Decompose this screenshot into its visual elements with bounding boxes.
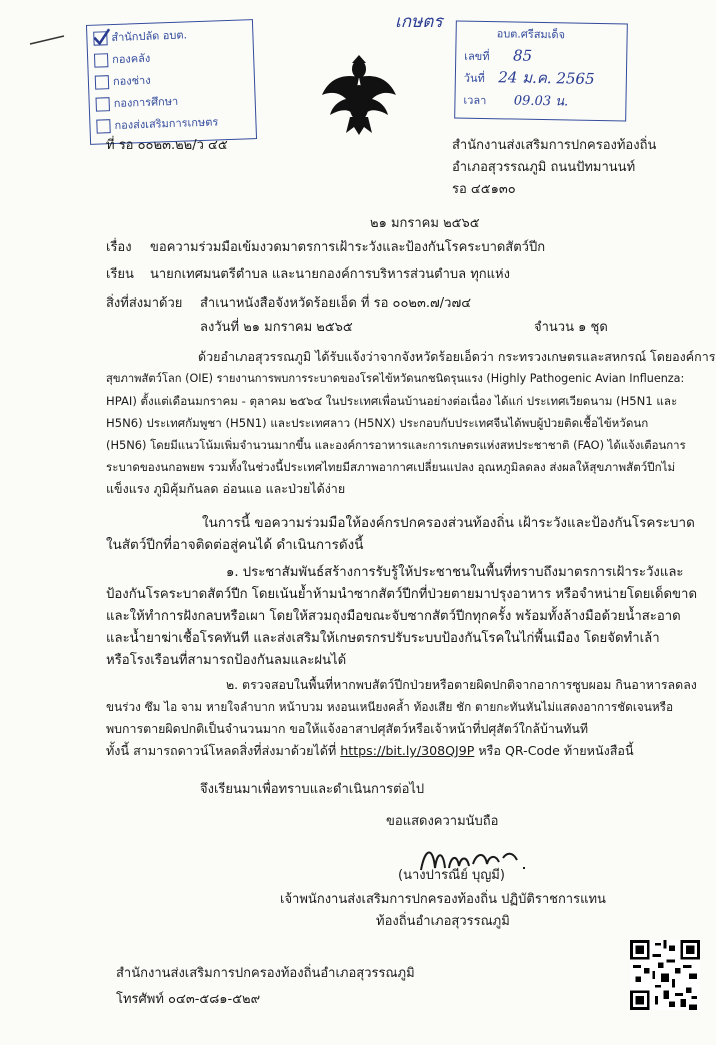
handwritten-note: เกษตร (395, 12, 443, 32)
body-paragraph-1 (106, 346, 715, 500)
subject-label: เรื่อง (106, 240, 132, 255)
paragraph-line: HPAI) ตั้งแต่เดือนมกราคม - ตุลาคม ๒๕๖๔ ในประเทศเพื่อนบ้านอย่างต่อเนื่อง ได้แก่ ประเทศเวียดนาม (H5N1 และ (106, 394, 678, 408)
garuda-emblem-icon (320, 55, 398, 137)
enclosure-line-1: สำเนาหนังสือจังหวัดร้อยเอ็ด ที่ รอ ๐๐๒๓.๗/ว๗๔ (200, 296, 472, 311)
paragraph-line: H5N6) ประเทศกัมพูชา (H5N1) และประเทศลาว (H5NX) ประกอบกับประเทศจีนได้พบผู้ป่วยติดเชื้อไข้หวัดนก (106, 416, 649, 430)
checkbox-icon (95, 75, 109, 89)
receipt-time-label: เวลา (463, 93, 487, 108)
closing-request: จึงเรียนมาเพื่อทราบและดำเนินการต่อไป (200, 782, 425, 797)
download-line (106, 740, 634, 762)
document-date: ๒๑ มกราคม ๒๕๖๕ (370, 216, 480, 231)
receipt-number-label: เลขที่ (464, 49, 490, 64)
paragraph-line: หรือโรงเรือนที่สามารถป้องกันลมและฝนได้ (106, 653, 347, 668)
to-label: เรียน (106, 267, 134, 282)
footer-phone: โทรศัพท์ ๐๔๓-๕๘๑-๕๒๙ (116, 992, 261, 1007)
paragraph-line: และให้ทำการฝังกลบหรือเผา โดยให้สวมถุงมือขณะจับซากสัตว์ปีกทุกครั้ง พร้อมทั้งล้างมือด้วยน้ำสะอาด (106, 609, 681, 624)
enclosure-line-2: ลงวันที่ ๒๑ มกราคม ๒๕๖๕ (200, 320, 353, 335)
sender-postcode: รอ ๔๕๑๓๐ (452, 182, 516, 197)
download-link[interactable]: https://bit.ly/308QJ9P (340, 743, 475, 758)
paragraph-line: (H5N6) โดยมีแนวโน้มเพิ่มจำนวนมากขึ้น และองค์การอาหารและการเกษตรแห่งสหประชาชาติ (FAO) ได้แจ้งเตือนการ (106, 438, 686, 452)
document-reference: ที่ รอ ๐๐๒๓.๒๒/ว ๔๕ (106, 138, 228, 153)
receipt-date: 24 ม.ค. 2565 (498, 68, 595, 88)
routing-stamp (86, 19, 257, 145)
receipt-stamp-title: อบต.ศรีสมเด็จ (496, 27, 566, 42)
receipt-number: 85 (512, 46, 533, 65)
to-text: นายกเทศมนตรีตำบล และนายกองค์การบริหารส่วนตำบล ทุกแห่ง (150, 267, 510, 282)
paragraph-line: ขนร่วง ซึม ไอ จาม หายใจลำบาก หน้าบวม หงอนเหนียงคล้ำ ท้องเสีย ชัก ตายกะทันหันไม่แสดงอาการชัดเจนหรือ (106, 700, 674, 714)
check-mark-icon (91, 27, 112, 48)
signer-title-line-2: ท้องถิ่นอำเภอสุวรรณภูมิ (376, 914, 510, 929)
paragraph-line: ด้วยอำเภอสุวรรณภูมิ ได้รับแจ้งว่าจากจังหวัดร้อยเอ็ดว่า กระทรวงเกษตรและสหกรณ์ โดยองค์การ (198, 349, 716, 364)
salutation: ขอแสดงความนับถือ (386, 814, 499, 829)
instruction-item-1 (106, 562, 697, 672)
checkbox-icon (94, 53, 108, 67)
enclosure-label: สิ่งที่ส่งมาด้วย (106, 296, 183, 311)
receipt-time: 09.03 น. (513, 93, 569, 110)
paragraph-line: สุขภาพสัตว์โลก (OIE) รายงานการพบการระบาดของโรคไข้หวัดนกชนิดรุนแรง (Highly Pathogenic Avian Influenza: (106, 372, 685, 385)
footer-office: สำนักงานส่งเสริมการปกครองท้องถิ่นอำเภอสุวรรณภูมิ (116, 966, 415, 981)
paragraph-line: ๒. ตรวจสอบในพื้นที่หากพบสัตว์ปีกป่วยหรือตายผิดปกติจากอาการซูบผอม กินอาหารลดลง (226, 677, 697, 692)
signer-title-line-1: เจ้าพนักงานส่งเสริมการปกครองท้องถิ่น ปฏิบัติราชการแทน (280, 892, 606, 907)
route-item: สำนักปลัด อบต. (111, 28, 188, 45)
paragraph-line: ป้องกันโรคระบาดสัตว์ปีก โดยเน้นย้ำห้ามนำซากสัตว์ปีกที่ป่วยตายมาปรุงอาหาร หรือจำหน่ายโดยเด็ดขาด (106, 587, 698, 602)
route-item: กองส่งเสริมการเกษตร (114, 115, 219, 133)
route-item: กองการศึกษา (113, 94, 179, 111)
receipt-stamp (454, 21, 628, 122)
paragraph-line: ระบาดของนกอพยพ รวมทั้งในช่วงนี้ประเทศไทยมีสภาพอากาศเปลี่ยนแปลง อุณหภูมิลดลง ส่งผลให้สุขภาพสัตว์ปีกไม่ (106, 460, 676, 474)
qr-code-icon[interactable] (630, 940, 700, 1010)
instruction-item-2 (106, 674, 697, 740)
route-item: กองคลัง (111, 51, 151, 67)
paragraph-line: พบการตายผิดปกติเป็นจำนวนมาก ขอให้แจ้งอาสาปศุสัตว์หรือเจ้าหน้าที่ปศุสัตว์ใกล้บ้านทันที (106, 721, 589, 736)
pen-mark-icon (28, 30, 68, 50)
body-paragraph-2 (106, 512, 695, 556)
paragraph-line: ๑. ประชาสัมพันธ์สร้างการรับรู้ให้ประชาชนในพื้นที่ทราบถึงมาตรการเฝ้าระวังและ (226, 565, 684, 580)
checkbox-icon (96, 119, 110, 133)
subject-text: ขอความร่วมมือเข้มงวดมาตรการเฝ้าระวังและป้องกันโรคระบาดสัตว์ปีก (150, 240, 546, 255)
sender-office: สำนักงานส่งเสริมการปกครองท้องถิ่น (452, 138, 657, 153)
signer-name: (นางปารณีย์ บุญมี) (398, 868, 505, 883)
paragraph-line: ในสัตว์ปีกที่อาจติดต่อสู่คนได้ ดำเนินการดังนี้ (106, 537, 364, 553)
download-prefix: ทั้งนี้ สามารถดาวน์โหลดสิ่งที่ส่งมาด้วยได้ที่ (106, 743, 337, 758)
checkbox-icon (96, 97, 110, 111)
paragraph-line: ในการนี้ ขอความร่วมมือให้องค์กรปกครองส่วนท้องถิ่น เฝ้าระวังและป้องกันโรคระบาด (202, 515, 695, 531)
paragraph-line: แข็งแรง ภูมิคุ้มกันลด อ่อนแอ และป่วยได้ง่าย (106, 481, 346, 496)
download-suffix: หรือ QR-Code ท้ายหนังสือนี้ (478, 743, 634, 758)
receipt-date-label: วันที่ (463, 71, 485, 86)
sender-address: อำเภอสุวรรณภูมิ ถนนปัทมานนท์ (452, 160, 636, 175)
paragraph-line: และน้ำยาฆ่าเชื้อโรคทันที และส่งเสริมให้เกษตรกรปรับระบบป้องกันโรคในไก่พื้นเมือง โดยจัดทำเล้า (106, 631, 660, 646)
enclosure-count: จำนวน ๑ ชุด (534, 320, 608, 335)
route-item: กองช่าง (112, 73, 151, 89)
